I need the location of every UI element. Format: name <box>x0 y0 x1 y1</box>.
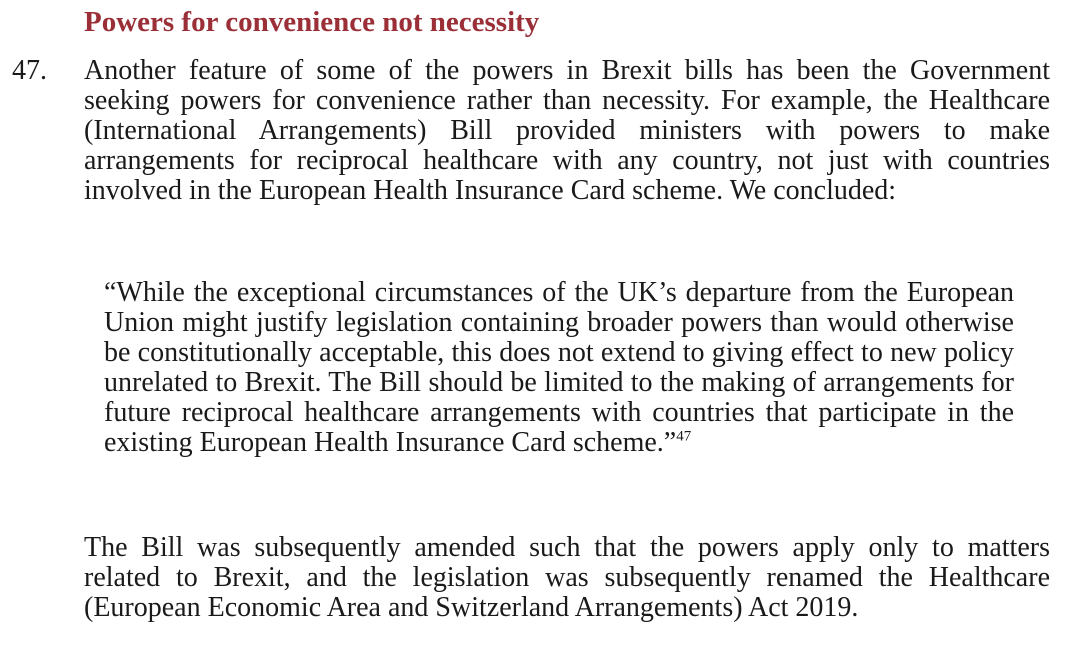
block-quote <box>104 278 1014 458</box>
followup-paragraph: The Bill was subsequently amended such that the powers apply only to matters related to Brexit, and the legislation was subsequently renamed the Healthcare (European Economic Area and Switzerland Arrangements) Act 2019. <box>84 532 1050 623</box>
quote-text: “While the exceptional circumstances of the UK’s departure from the European Union might justify legislation containing broader powers than would otherwise be constitutionally acceptable, this does not extend to giving effect to new policy unrelated to Brexit. The Bill should be limited to the making of arrangements for future reciprocal healthcare arrangements with countries that participate in the existing European Health Insurance Card scheme.” <box>104 277 1014 458</box>
paragraph-body: Another feature of some of the powers in Brexit bills has been the Government seeking powers for convenience rather than necessity. For example, the Healthcare (International Arrangements) Bill provided ministers with powers to make arrangements for reciprocal healthcare with any country, not just with countries involved in the European Health Insurance Card scheme. We concluded: <box>84 55 1050 206</box>
paragraph-number: 47. <box>12 55 47 86</box>
footnote-reference[interactable]: 47 <box>676 428 692 445</box>
section-heading: Powers for convenience not necessity <box>84 6 540 38</box>
